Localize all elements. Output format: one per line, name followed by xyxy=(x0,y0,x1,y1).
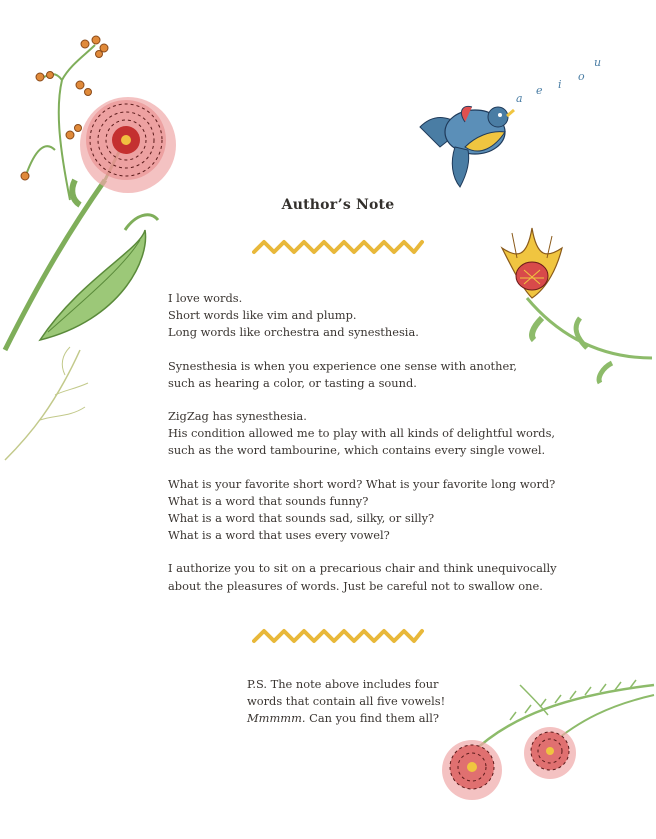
paragraph-line: about the pleasures of words. Just be careful not to swallow one. xyxy=(168,578,543,593)
zigzag-divider-top xyxy=(252,238,424,258)
paragraph-line: I love words. xyxy=(168,291,243,305)
left-sprig-illustration xyxy=(0,345,100,465)
bird-vowel-o: o xyxy=(578,70,585,83)
bird-vowel-e: e xyxy=(536,84,543,97)
paragraph-line: such as hearing a color, or tasting a sound. xyxy=(168,375,417,390)
bird-illustration xyxy=(410,52,610,192)
postscript-rest: Can you find them all? xyxy=(305,711,439,726)
paragraph-line: such as the word tambourine, which contains every single vowel. xyxy=(168,443,546,458)
paragraph xyxy=(168,476,568,545)
zigzag-divider-bottom xyxy=(252,627,424,647)
postscript xyxy=(247,676,447,728)
paragraph-line: ZigZag has synesthesia. xyxy=(168,409,307,424)
bird-vowel-u: u xyxy=(594,56,602,69)
postscript-line xyxy=(247,710,447,727)
postscript-line: words that contain all five vowels! xyxy=(247,694,446,709)
author-note-body xyxy=(168,290,568,611)
paragraph-line: What is a word that sounds sad, silky, or silly? xyxy=(168,511,435,526)
paragraph xyxy=(168,290,568,342)
bird-vowel-i: i xyxy=(558,78,562,91)
paragraph-line: His condition allowed me to play with all kinds of delightful words, xyxy=(168,426,556,441)
paragraph-line: What is your favorite short word? What is your favorite long word? xyxy=(168,476,556,491)
paragraph-line: Synesthesia is when you experience one sense with another, xyxy=(168,358,518,373)
postscript-line: P.S. The note above includes four xyxy=(247,677,439,691)
paragraph-line: What is a word that sounds funny? xyxy=(168,493,369,508)
paragraph-line: I authorize you to sit on a precarious chair and think unequivocally xyxy=(168,561,557,576)
paragraph-line: Long words like orchestra and synesthesia. xyxy=(168,325,419,340)
paragraph-line: Short words like vim and plump. xyxy=(168,308,357,323)
bird-vowel-a: a xyxy=(516,92,523,105)
page-title: Author’s Note xyxy=(281,197,395,213)
bottom-flowers-illustration xyxy=(430,675,656,839)
paragraph xyxy=(168,560,568,594)
paragraph xyxy=(168,408,568,460)
paragraph xyxy=(168,358,568,392)
postscript-italic: Mmmmm. xyxy=(247,711,306,726)
paragraph-line: What is a word that uses every vowel? xyxy=(168,528,390,543)
